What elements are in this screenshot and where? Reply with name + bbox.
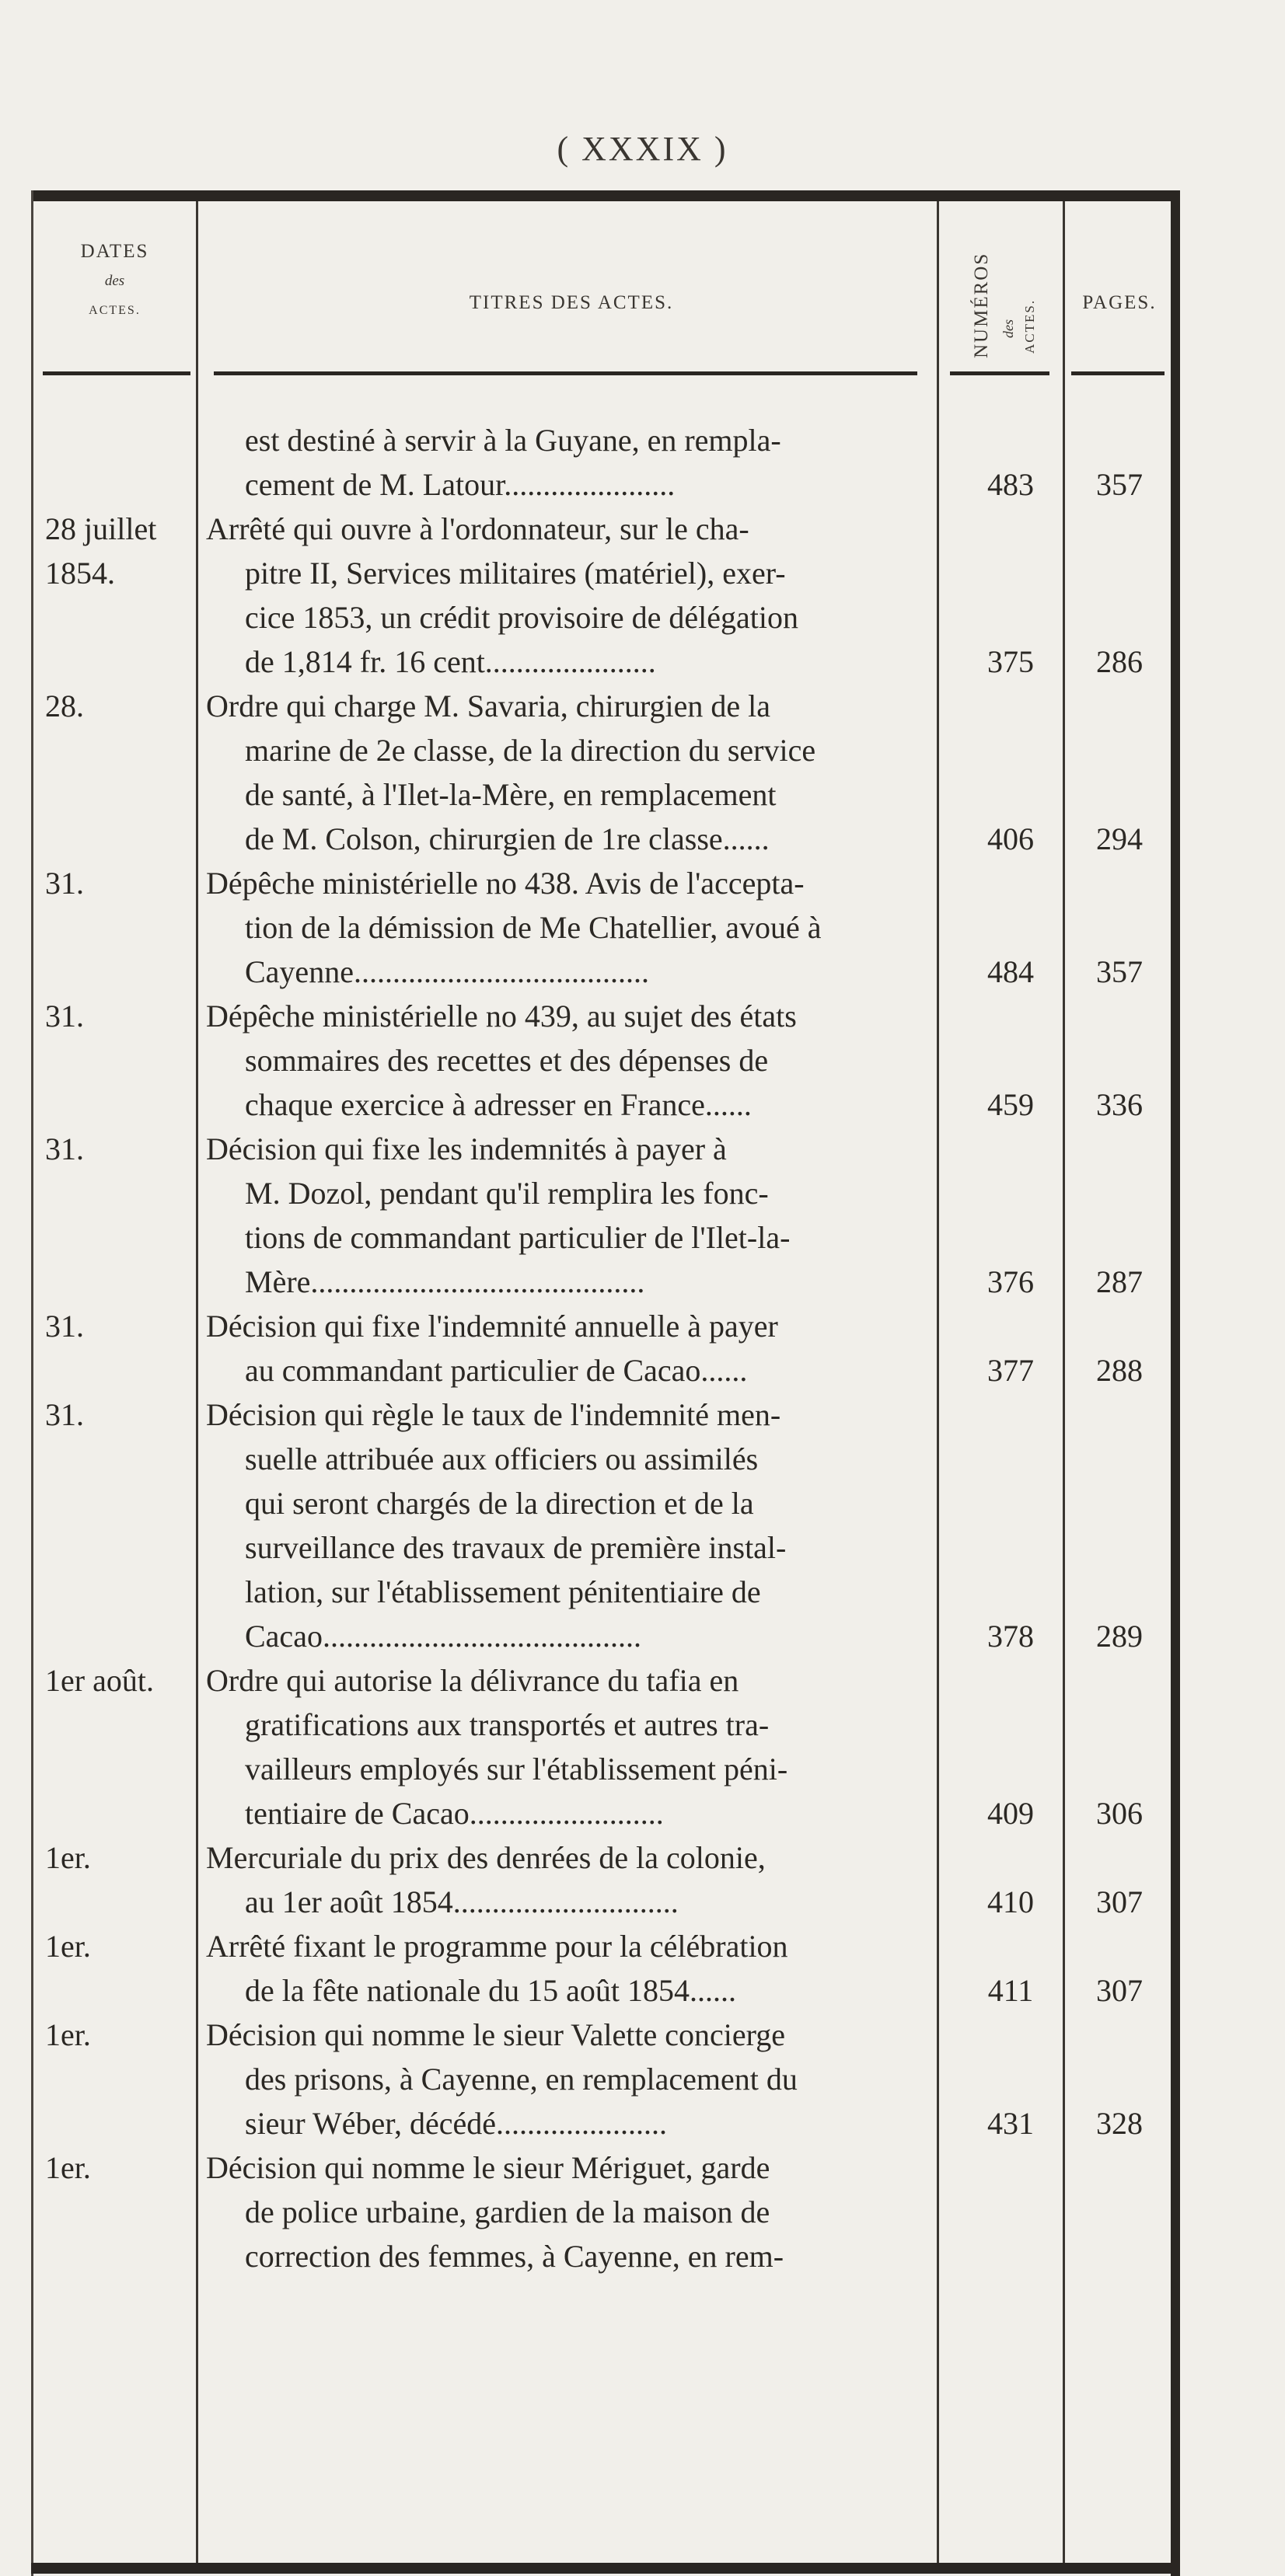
entry-title-line: tentiaire de Cacao.........................	[245, 1796, 664, 1831]
entry-title-line: Décision qui fixe les indemnités à payer à	[206, 1131, 727, 1166]
entry-title-line: sommaires des recettes et des dépenses de	[245, 1043, 769, 1078]
entry-page: 328	[1096, 2106, 1143, 2141]
entry-title-line: gratifications aux transportés et autres tra-	[245, 1707, 770, 1742]
entry-title-line: cement de M. Latour......................	[245, 467, 676, 502]
entry-page: 294	[1096, 821, 1143, 856]
table-row	[0, 2146, 1285, 2278]
table-row	[0, 1304, 1285, 1393]
table-row	[0, 994, 1285, 1127]
entry-numero: 411	[987, 1973, 1034, 2008]
entry-numero: 377	[987, 1353, 1034, 1388]
entry-date	[45, 1658, 201, 1703]
entry-title	[206, 994, 921, 1127]
entry-date-line: 1er août.	[45, 1663, 154, 1698]
entry-title-line: vailleurs employés sur l'établissement péni-	[245, 1752, 788, 1786]
entry-date	[45, 2146, 201, 2190]
entry-title	[206, 861, 921, 994]
entry-date-line: 1er.	[45, 2017, 91, 2052]
table-row	[0, 861, 1285, 994]
entry-numero: 483	[987, 467, 1034, 502]
entry-title-line: qui seront chargés de la direction et de la	[245, 1486, 754, 1521]
entry-title-line: est destiné à servir à la Guyane, en rempla-	[245, 423, 781, 458]
entry-title	[206, 1658, 921, 1835]
entry-title	[206, 684, 921, 861]
table-row	[0, 684, 1285, 861]
entry-title	[206, 507, 921, 684]
entry-date-line: 1er.	[45, 2150, 91, 2185]
entry-date	[45, 861, 201, 905]
entry-title	[206, 1127, 921, 1304]
entry-date-line: 1854.	[45, 556, 115, 591]
numeros-header-line-2: des	[1000, 319, 1016, 338]
entry-page: 336	[1096, 1087, 1143, 1122]
entry-title-line: marine de 2e classe, de la direction du service	[245, 733, 816, 768]
entry-date-line: 31.	[45, 999, 84, 1034]
entry-title-line: Mercuriale du prix des denrées de la colonie,	[206, 1840, 766, 1875]
column-header-numeros	[960, 221, 1061, 361]
entry-numero: 484	[987, 954, 1034, 989]
entry-page: 287	[1096, 1264, 1143, 1299]
table-row	[0, 2013, 1285, 2146]
entry-date-line: 31.	[45, 1309, 84, 1344]
entry-title-line: Cayenne......................................	[245, 954, 649, 989]
entry-title	[206, 1304, 921, 1393]
entry-title-line: tions de commandant particulier de l'Ilet-la-	[245, 1220, 791, 1255]
entry-page: 286	[1096, 644, 1143, 679]
entry-title-line: Ordre qui charge M. Savaria, chirurgien de la	[206, 688, 771, 723]
entry-date	[45, 1924, 201, 1968]
entry-numero: 376	[987, 1264, 1034, 1299]
entry-title-line: au 1er août 1854.............................	[245, 1884, 679, 1919]
entry-title	[206, 2146, 921, 2278]
dates-header-line-2: des	[104, 273, 125, 289]
table-top-rule	[31, 190, 1180, 201]
entry-numero: 431	[987, 2106, 1034, 2141]
table-bottom-rule	[31, 2563, 1180, 2574]
entry-title-line: correction des femmes, à Cayenne, en rem-	[245, 2239, 784, 2274]
entry-title-line: Arrêté qui ouvre à l'ordonnateur, sur le cha-	[206, 511, 749, 546]
entry-title-line: de M. Colson, chirurgien de 1re classe......	[245, 821, 770, 856]
entry-title-line: Décision qui fixe l'indemnité annuelle à payer	[206, 1309, 778, 1344]
entry-title	[206, 1835, 921, 1924]
entry-date-line: 31.	[45, 1131, 84, 1166]
entry-title-line: au commandant particulier de Cacao......	[245, 1353, 748, 1388]
entry-page: 357	[1096, 467, 1143, 502]
entry-title	[206, 1924, 921, 2013]
entry-page: 357	[1096, 954, 1143, 989]
entry-title-line: chaque exercice à adresser en France......	[245, 1087, 752, 1122]
entry-title-line: pitre II, Services militaires (matériel), exer-	[245, 556, 786, 591]
dates-header-line-3: ACTES.	[89, 304, 141, 317]
entry-title-line: M. Dozol, pendant qu'il remplira les fonc-	[245, 1176, 769, 1211]
numeros-header-line-1: NUMÉROS	[971, 252, 992, 358]
entry-title-line: Ordre qui autorise la délivrance du tafia en	[206, 1663, 739, 1698]
table-row	[0, 418, 1285, 507]
entry-numero: 410	[987, 1884, 1034, 1919]
entry-date	[45, 1304, 201, 1348]
entry-title-line: cice 1853, un crédit provisoire de délégation	[245, 600, 798, 635]
entry-page: 288	[1096, 1353, 1143, 1388]
entry-page: 307	[1096, 1884, 1143, 1919]
entry-date	[45, 1393, 201, 1437]
column-header-dates	[35, 237, 194, 326]
entry-title-line: de la fête nationale du 15 août 1854......	[245, 1973, 737, 2008]
entry-date	[45, 994, 201, 1038]
entry-date-line: 1er.	[45, 1929, 91, 1964]
header-rule-titres	[214, 371, 917, 375]
entry-date-line: 31.	[45, 1397, 84, 1432]
entry-title	[206, 1393, 921, 1658]
entry-date	[45, 684, 201, 728]
entry-numero: 378	[987, 1619, 1034, 1654]
entry-title-line: tion de la démission de Me Chatellier, avoué à	[245, 910, 822, 945]
table-row	[0, 1127, 1285, 1304]
entry-title-line: Décision qui règle le taux de l'indemnité men-	[206, 1397, 781, 1432]
numeros-header-line-3: ACTES.	[1022, 298, 1037, 354]
table-row	[0, 1835, 1285, 1924]
entry-date	[45, 2013, 201, 2057]
entry-date	[45, 507, 201, 595]
entry-title-line: de police urbaine, gardien de la maison de	[245, 2194, 770, 2229]
entry-numero: 375	[987, 644, 1034, 679]
entry-title-line: surveillance des travaux de première instal-	[245, 1530, 787, 1565]
entry-title-line: sieur Wéber, décédé......................	[245, 2106, 668, 2141]
header-rule-dates	[43, 371, 190, 375]
entry-title-line: de 1,814 fr. 16 cent......................	[245, 644, 656, 679]
entry-page: 289	[1096, 1619, 1143, 1654]
table-row	[0, 507, 1285, 684]
entry-title-line: Dépêche ministérielle no 439, au sujet des états	[206, 999, 797, 1034]
entry-title-line: Arrêté fixant le programme pour la célébration	[206, 1929, 788, 1964]
entry-date	[45, 1127, 201, 1171]
entry-date-line: 31.	[45, 866, 84, 901]
entry-title-line: Cacao.........................................	[245, 1619, 641, 1654]
column-header-titres: TITRES DES ACTES.	[469, 292, 674, 313]
entry-date	[45, 1835, 201, 1880]
entry-date-line: 1er.	[45, 1840, 91, 1875]
header-rule-numeros	[950, 371, 1049, 375]
column-header-pages: PAGES.	[1082, 292, 1157, 313]
header-rule-pages	[1071, 371, 1165, 375]
entry-title-line: de santé, à l'Ilet-la-Mère, en remplacement	[245, 777, 777, 812]
entry-date-line: 28.	[45, 688, 84, 723]
table-row	[0, 1393, 1285, 1658]
entry-numero: 459	[987, 1087, 1034, 1122]
table-row	[0, 1658, 1285, 1835]
entry-date-line: 28 juillet	[45, 511, 157, 546]
page-header: ( XXXIX )	[557, 130, 728, 168]
entry-title-line: Mère...........................................	[245, 1264, 645, 1299]
table-row	[0, 1924, 1285, 2013]
entry-title-line: lation, sur l'établissement pénitentiaire de	[245, 1574, 761, 1609]
entry-numero: 406	[987, 821, 1034, 856]
entry-numero: 409	[987, 1796, 1034, 1831]
entry-page: 307	[1096, 1973, 1143, 2008]
entry-title-line: Décision qui nomme le sieur Mériguet, garde	[206, 2150, 770, 2185]
entry-title-line: suelle attribuée aux officiers ou assimilés	[245, 1441, 759, 1476]
dates-header-line-1: DATES	[80, 241, 149, 262]
entry-title-line: des prisons, à Cayenne, en remplacement du	[245, 2062, 798, 2097]
entry-page: 306	[1096, 1796, 1143, 1831]
entry-title-line: Dépêche ministérielle no 438. Avis de l'accepta-	[206, 866, 805, 901]
entry-title-line: Décision qui nomme le sieur Valette concierge	[206, 2017, 785, 2052]
entry-title	[206, 2013, 921, 2146]
entry-title	[206, 418, 921, 507]
